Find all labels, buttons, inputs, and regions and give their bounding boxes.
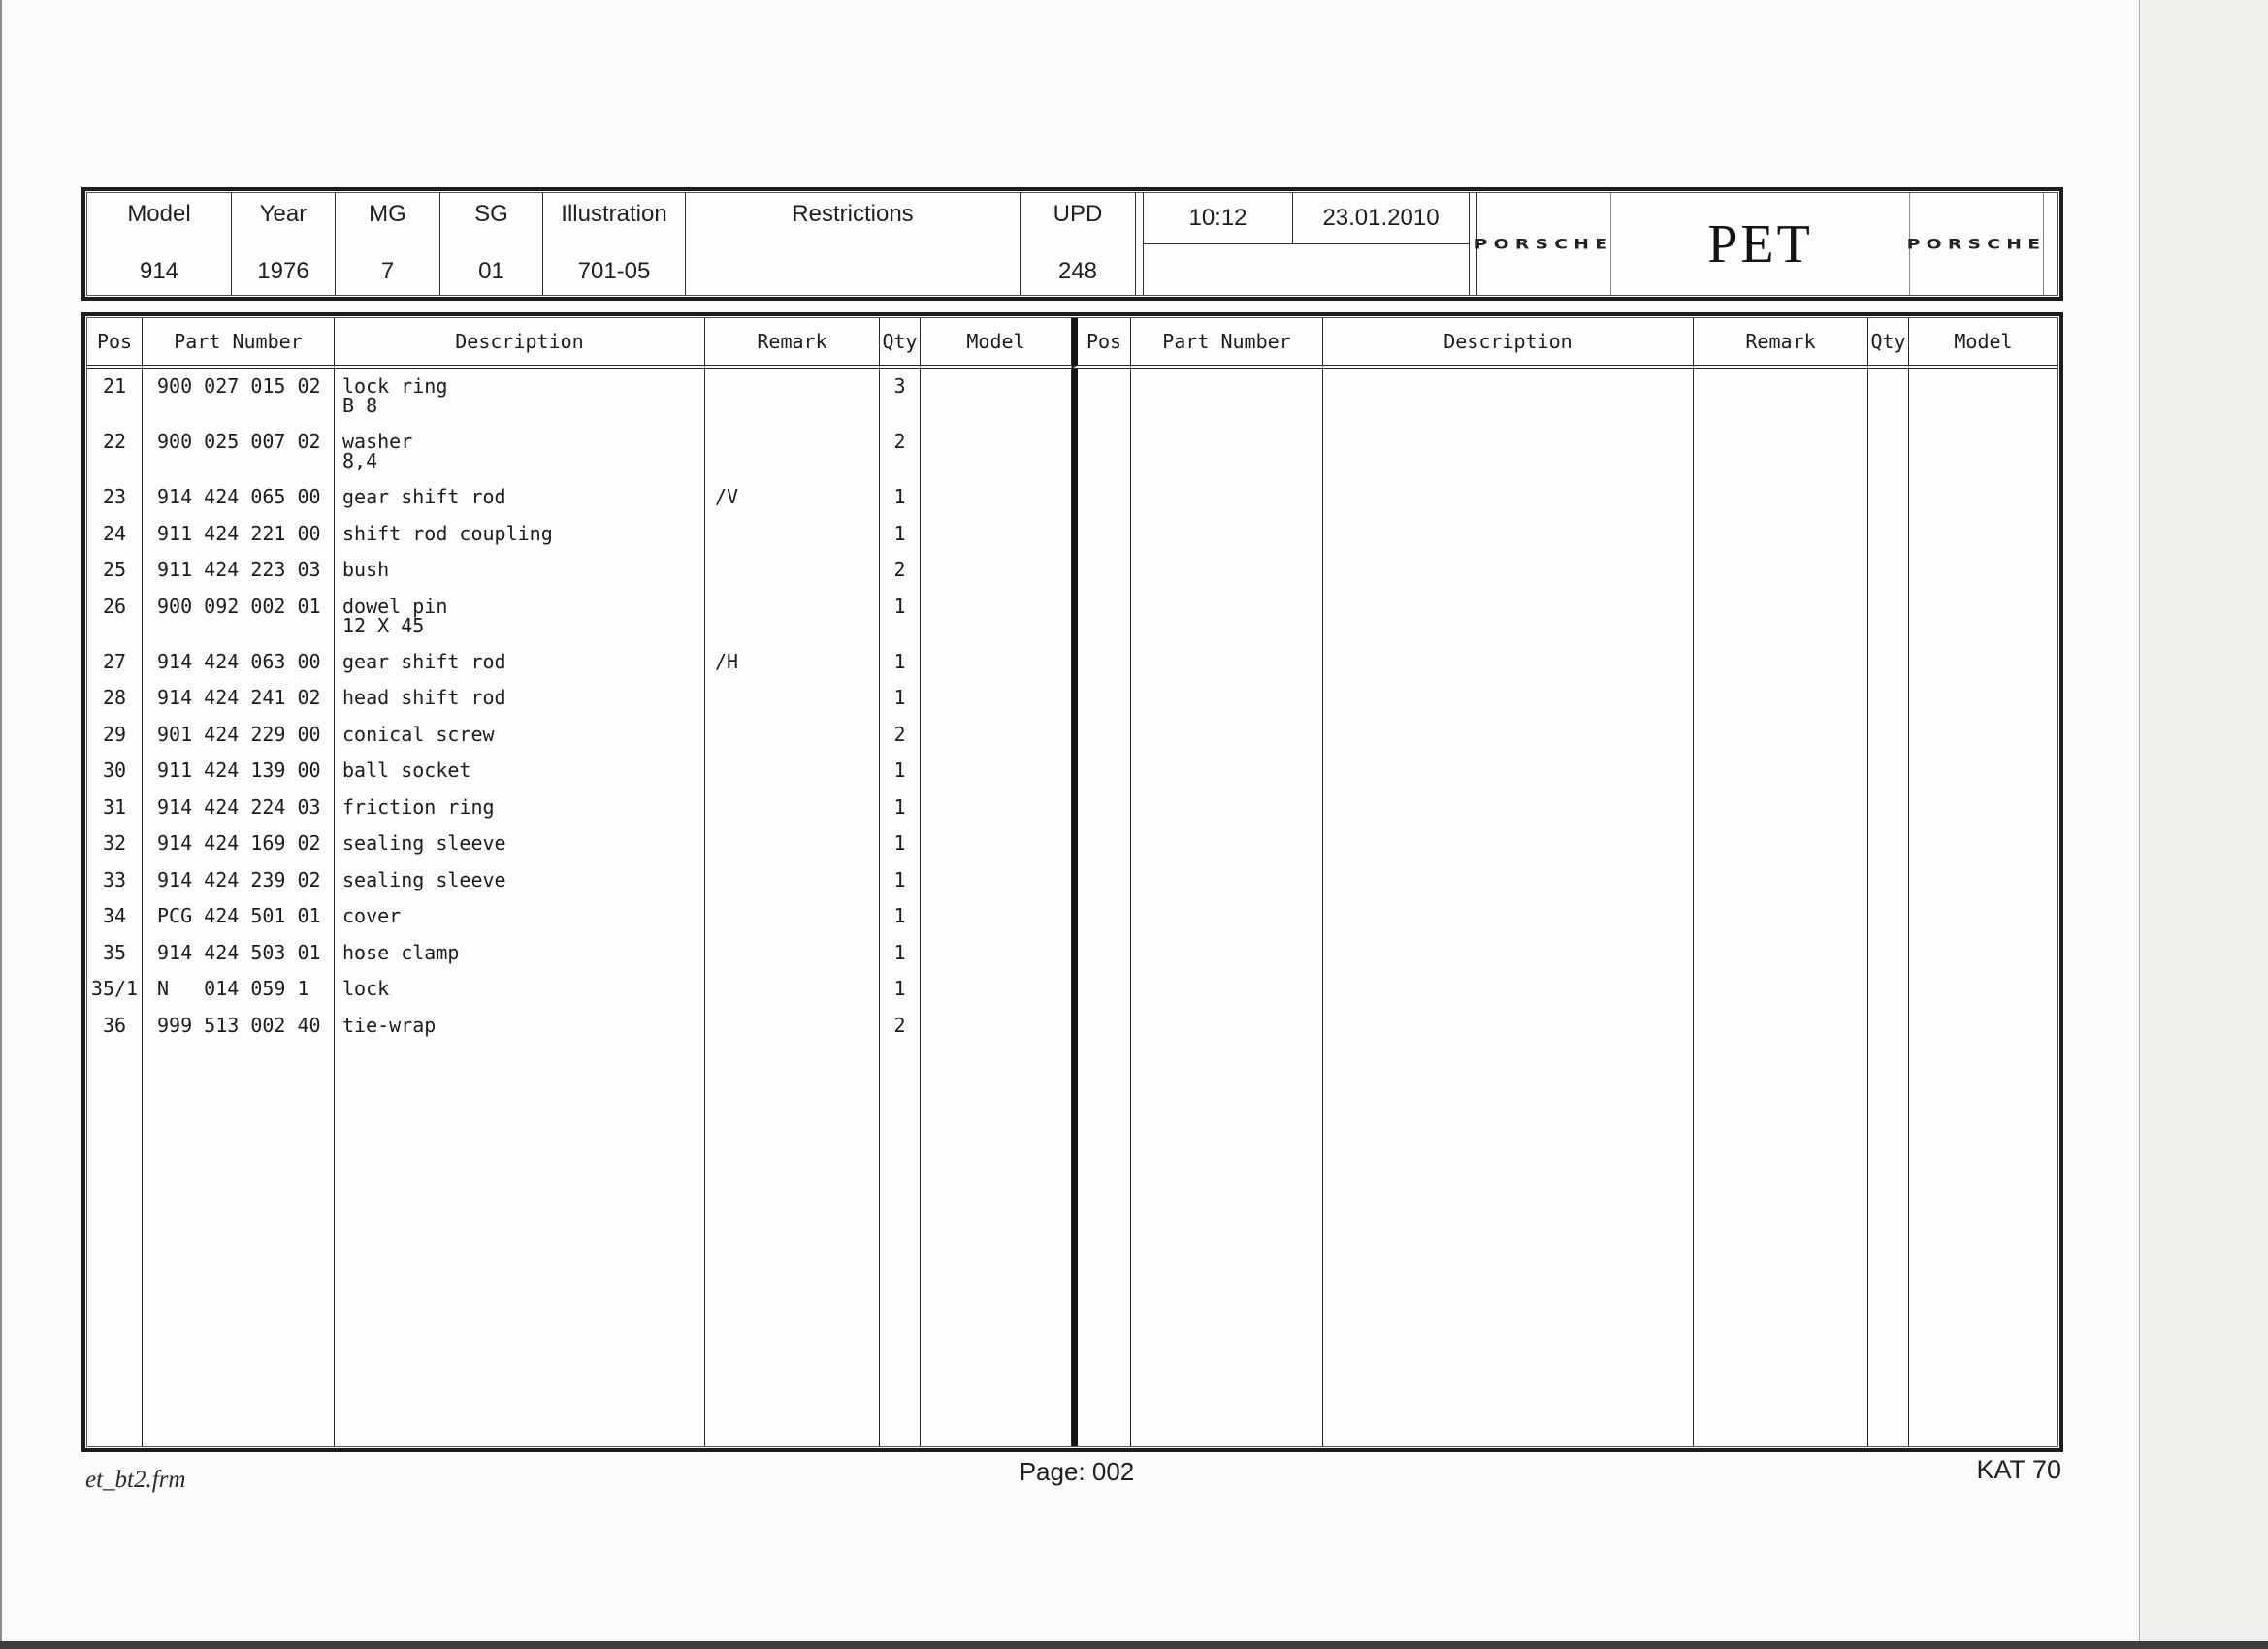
cell-model-right: [1909, 862, 2057, 899]
cell-remark-right: [1694, 589, 1868, 644]
description-line-1: hose clamp: [342, 940, 460, 964]
cell-part-number-right: [1131, 935, 1323, 972]
header-field-value: 01: [478, 258, 504, 284]
description-line-1: lock ring: [342, 374, 448, 398]
cell-remark-right: [1694, 516, 1868, 553]
cell-part-number: 900 025 007 02: [143, 424, 335, 479]
cell-description-right: [1323, 862, 1694, 899]
header-field-value: 248: [1057, 258, 1098, 284]
cell-qty-right: [1868, 479, 1909, 516]
cell-pos-right: [1072, 790, 1131, 826]
filler-cell: [1868, 1044, 1909, 1446]
cell-remark-right: [1694, 644, 1868, 681]
cell-qty: 1: [880, 589, 921, 644]
cell-description-right: [1323, 935, 1694, 972]
cell-remark-right: [1694, 680, 1868, 717]
cell-remark: [705, 898, 880, 935]
header-field-label: Restrictions: [792, 201, 914, 227]
cell-pos-right: [1072, 424, 1131, 479]
cell-model-right: [1909, 644, 2057, 681]
cell-description-right: [1323, 644, 1694, 681]
cell-qty: 2: [880, 717, 921, 754]
cell-part-number: PCG 424 501 01: [143, 898, 335, 935]
header-field-illustration: [543, 193, 686, 295]
header-field-value: 7: [380, 258, 395, 284]
cell-pos-right: [1072, 717, 1131, 754]
cell-description: [335, 516, 705, 553]
description-line-1: bush: [342, 558, 390, 581]
page-number: Page: 002: [1019, 1457, 1135, 1486]
column-header-model: Model: [921, 318, 1072, 369]
brand-banner: [1474, 193, 2057, 295]
cell-pos-right: [1072, 1008, 1131, 1045]
column-header-part-number: Part Number: [1131, 318, 1323, 369]
cell-model-right: [1909, 589, 2057, 644]
description-line-1: lock: [342, 977, 390, 1000]
cell-pos: 30: [87, 753, 143, 790]
cell-pos: 28: [87, 680, 143, 717]
cell-model: [921, 898, 1072, 935]
header-field-value: 701-05: [577, 258, 651, 284]
cell-pos: 35: [87, 935, 143, 972]
cell-pos: 26: [87, 589, 143, 644]
parts-grid: [87, 318, 2057, 1446]
timestamp-row: [1144, 193, 1469, 244]
cell-description: [335, 680, 705, 717]
print-date: 23.01.2010: [1322, 205, 1440, 231]
cell-remark-right: [1694, 898, 1868, 935]
cell-remark: [705, 935, 880, 972]
filler-cell: [1694, 1044, 1868, 1446]
cell-model: [921, 935, 1072, 972]
cell-pos-right: [1072, 753, 1131, 790]
description-line-1: gear shift rod: [342, 649, 506, 673]
cell-qty-right: [1868, 424, 1909, 479]
double-rule: [1136, 193, 1144, 295]
header-field-value: 1976: [257, 258, 309, 284]
cell-model: [921, 862, 1072, 899]
cell-pos: 32: [87, 825, 143, 862]
header-field-label: SG: [474, 201, 508, 227]
header-field-value: [686, 260, 1020, 283]
cell-qty: 1: [880, 753, 921, 790]
cell-model-right: [1909, 552, 2057, 589]
cell-pos-right: [1072, 971, 1131, 1008]
header-field-year: [232, 193, 336, 295]
cell-qty: 3: [880, 369, 921, 424]
cell-description: [335, 589, 705, 644]
column-header-qty: Qty: [1868, 318, 1909, 369]
description-line-1: dowel pin: [342, 594, 448, 618]
cell-qty: 1: [880, 825, 921, 862]
cell-description: [335, 1008, 705, 1045]
cell-qty: 1: [880, 971, 921, 1008]
filler-cell: [1909, 1044, 2057, 1446]
cell-description-right: [1323, 424, 1694, 479]
cell-description: [335, 552, 705, 589]
cell-model-right: [1909, 971, 2057, 1008]
page-title: PET: [1707, 213, 1813, 275]
cell-description: [335, 424, 705, 479]
header-field-label: Model: [127, 201, 191, 227]
cell-remark: [705, 717, 880, 754]
header-field-value: 914: [139, 258, 179, 284]
cell-qty: 1: [880, 790, 921, 826]
cell-remark-right: [1694, 479, 1868, 516]
cell-qty-right: [1868, 644, 1909, 681]
cell-remark-right: [1694, 1008, 1868, 1045]
cell-part-number: 914 424 224 03: [143, 790, 335, 826]
cell-description-right: [1323, 369, 1694, 424]
header-field-upd: [1021, 193, 1136, 295]
porsche-logo-text: PORSCHE: [1474, 236, 1614, 252]
cell-description: [335, 717, 705, 754]
cell-description-right: [1323, 1008, 1694, 1045]
cell-remark: [705, 680, 880, 717]
porsche-wordmark-right: [1906, 193, 2047, 295]
cell-description-right: [1323, 898, 1694, 935]
cell-qty: 1: [880, 898, 921, 935]
cell-remark: [705, 825, 880, 862]
cell-pos: 36: [87, 1008, 143, 1045]
cell-description-right: [1323, 479, 1694, 516]
catalog-code: KAT 70: [1976, 1455, 2061, 1484]
cell-description-right: [1323, 589, 1694, 644]
cell-description-right: [1323, 790, 1694, 826]
cell-pos: 31: [87, 790, 143, 826]
cell-model-right: [1909, 369, 2057, 424]
cell-model: [921, 971, 1072, 1008]
header-field-restrictions: [686, 193, 1021, 295]
cell-qty-right: [1868, 717, 1909, 754]
cell-model-right: [1909, 825, 2057, 862]
cell-remark-right: [1694, 424, 1868, 479]
cell-part-number-right: [1131, 790, 1323, 826]
cell-pos-right: [1072, 898, 1131, 935]
cell-remark: [705, 516, 880, 553]
cell-description-right: [1323, 717, 1694, 754]
cell-model: [921, 825, 1072, 862]
cell-pos: 22: [87, 424, 143, 479]
cell-description: [335, 935, 705, 972]
filler-cell: [335, 1044, 705, 1446]
cell-qty-right: [1868, 753, 1909, 790]
cell-qty: 2: [880, 552, 921, 589]
cell-model-right: [1909, 717, 2057, 754]
cell-qty: 1: [880, 862, 921, 899]
cell-pos-right: [1072, 825, 1131, 862]
cell-pos: 33: [87, 862, 143, 899]
cell-model-right: [1909, 790, 2057, 826]
cell-part-number: 911 424 223 03: [143, 552, 335, 589]
cell-model: [921, 753, 1072, 790]
cell-qty-right: [1868, 552, 1909, 589]
cell-part-number: 911 424 221 00: [143, 516, 335, 553]
cell-description-right: [1323, 680, 1694, 717]
cell-model: [921, 589, 1072, 644]
cell-pos-right: [1072, 369, 1131, 424]
cell-remark: [705, 790, 880, 826]
cell-model: [921, 1008, 1072, 1045]
cell-remark-right: [1694, 369, 1868, 424]
cell-qty-right: [1868, 516, 1909, 553]
filler-cell: [921, 1044, 1072, 1446]
cell-qty-right: [1868, 825, 1909, 862]
cell-remark: /V: [705, 479, 880, 516]
cell-description: [335, 971, 705, 1008]
filler-cell: [87, 1044, 143, 1446]
column-header-qty: Qty: [880, 318, 921, 369]
cell-remark-right: [1694, 790, 1868, 826]
description-line-1: sealing sleeve: [342, 831, 506, 855]
cell-remark-right: [1694, 552, 1868, 589]
cell-qty-right: [1868, 935, 1909, 972]
column-header-pos: Pos: [87, 318, 143, 369]
column-header-remark: Remark: [1694, 318, 1868, 369]
cell-remark: [705, 971, 880, 1008]
cell-qty: 1: [880, 680, 921, 717]
column-header-description: Description: [335, 318, 705, 369]
cell-qty-right: [1868, 589, 1909, 644]
porsche-wordmark-left: [1474, 193, 1614, 295]
cell-description: [335, 753, 705, 790]
form-filename: et_bt2.frm: [85, 1467, 186, 1493]
cell-part-number-right: [1131, 516, 1323, 553]
cell-pos-right: [1072, 589, 1131, 644]
cell-part-number: 914 424 241 02: [143, 680, 335, 717]
scan-margin-right: [2139, 0, 2268, 1649]
parts-table: [81, 312, 2063, 1452]
cell-model-right: [1909, 516, 2057, 553]
cell-model: [921, 717, 1072, 754]
cell-part-number: 914 424 063 00: [143, 644, 335, 681]
cell-remark: [705, 1008, 880, 1045]
cell-remark: [705, 424, 880, 479]
cell-remark-right: [1694, 717, 1868, 754]
cell-remark: [705, 753, 880, 790]
description-line-1: washer: [342, 430, 413, 453]
cell-model: [921, 369, 1072, 424]
cell-qty-right: [1868, 862, 1909, 899]
cell-pos-right: [1072, 516, 1131, 553]
cell-qty-right: [1868, 898, 1909, 935]
cell-remark-right: [1694, 935, 1868, 972]
cell-description: [335, 479, 705, 516]
cell-pos: 35/1: [87, 971, 143, 1008]
filler-cell: [1131, 1044, 1323, 1446]
description-line-1: friction ring: [342, 794, 495, 819]
header-row: [86, 192, 2058, 296]
cell-part-number: 911 424 139 00: [143, 753, 335, 790]
cell-description: [335, 790, 705, 826]
cell-model-right: [1909, 424, 2057, 479]
cell-part-number: 900 027 015 02: [143, 369, 335, 424]
filler-cell: [705, 1044, 880, 1446]
header-field-label: Illustration: [561, 201, 667, 227]
description-line-2: 8,4: [342, 449, 378, 472]
header-field-mg: [336, 193, 440, 295]
cell-model: [921, 424, 1072, 479]
cell-model: [921, 516, 1072, 553]
cell-part-number: 914 424 503 01: [143, 935, 335, 972]
print-time: 10:12: [1144, 193, 1293, 243]
cell-pos-right: [1072, 552, 1131, 589]
cell-pos: 21: [87, 369, 143, 424]
description-line-1: conical screw: [342, 722, 495, 746]
column-header-remark: Remark: [705, 318, 880, 369]
pet-title-cell: [1611, 193, 1910, 295]
cell-remark-right: [1694, 825, 1868, 862]
cell-pos-right: [1072, 935, 1131, 972]
cell-description-right: [1323, 971, 1694, 1008]
cell-part-number-right: [1131, 644, 1323, 681]
cell-description-right: [1323, 516, 1694, 553]
filler-cell: [143, 1044, 335, 1446]
cell-part-number-right: [1131, 753, 1323, 790]
filler-cell: [1323, 1044, 1694, 1446]
cell-remark-right: [1694, 753, 1868, 790]
column-header-description: Description: [1323, 318, 1694, 369]
header-field-label: UPD: [1053, 201, 1103, 227]
cell-part-number-right: [1131, 717, 1323, 754]
cell-remark: /H: [705, 644, 880, 681]
cell-model-right: [1909, 935, 2057, 972]
parts-table-frame: [86, 317, 2058, 1447]
cell-model: [921, 790, 1072, 826]
cell-part-number: 999 513 002 40: [143, 1008, 335, 1045]
cell-remark: [705, 552, 880, 589]
description-line-2: B 8: [342, 394, 378, 417]
cell-part-number-right: [1131, 1008, 1323, 1045]
cell-part-number-right: [1131, 680, 1323, 717]
description-line-1: ball socket: [342, 759, 471, 782]
cell-pos: 34: [87, 898, 143, 935]
cell-part-number: 914 424 065 00: [143, 479, 335, 516]
column-header-pos: Pos: [1072, 318, 1131, 369]
column-header-model: Model: [1909, 318, 2057, 369]
cell-pos: 25: [87, 552, 143, 589]
cell-part-number: 914 424 239 02: [143, 862, 335, 899]
cell-description: [335, 862, 705, 899]
cell-part-number-right: [1131, 825, 1323, 862]
header-field-sg: [440, 193, 543, 295]
cell-qty-right: [1868, 790, 1909, 826]
cell-model-right: [1909, 1008, 2057, 1045]
cell-pos: 29: [87, 717, 143, 754]
timestamp-block: [1144, 193, 1470, 295]
cell-pos-right: [1072, 862, 1131, 899]
cell-qty-right: [1868, 369, 1909, 424]
cell-description-right: [1323, 552, 1694, 589]
cell-part-number: 900 092 002 01: [143, 589, 335, 644]
cell-pos-right: [1072, 479, 1131, 516]
cell-part-number-right: [1131, 589, 1323, 644]
cell-qty: 1: [880, 935, 921, 972]
cell-part-number-right: [1131, 971, 1323, 1008]
cell-remark: [705, 369, 880, 424]
description-line-2: 12 X 45: [342, 613, 425, 637]
cell-description: [335, 898, 705, 935]
cell-description-right: [1323, 753, 1694, 790]
cell-remark-right: [1694, 971, 1868, 1008]
cell-part-number-right: [1131, 479, 1323, 516]
cell-description: [335, 825, 705, 862]
cell-qty: 2: [880, 1008, 921, 1045]
header-field-model: [87, 193, 232, 295]
cell-model: [921, 680, 1072, 717]
scan-edge-bottom: [0, 1641, 2268, 1649]
description-line-1: sealing sleeve: [342, 867, 506, 891]
cell-description: [335, 369, 705, 424]
cell-model: [921, 644, 1072, 681]
cell-pos-right: [1072, 680, 1131, 717]
cell-remark: [705, 862, 880, 899]
description-line-1: shift rod coupling: [342, 521, 553, 545]
filler-cell: [1072, 1044, 1131, 1446]
description-line-1: tie-wrap: [342, 1013, 437, 1037]
cell-part-number-right: [1131, 424, 1323, 479]
cell-qty: 1: [880, 516, 921, 553]
cell-remark-right: [1694, 862, 1868, 899]
cell-model-right: [1909, 479, 2057, 516]
cell-model: [921, 552, 1072, 589]
cell-model-right: [1909, 753, 2057, 790]
header-fields: [87, 193, 1136, 295]
cell-part-number-right: [1131, 369, 1323, 424]
cell-model: [921, 479, 1072, 516]
scan-edge-left: [0, 0, 2, 1649]
cell-part-number-right: [1131, 898, 1323, 935]
cell-part-number-right: [1131, 862, 1323, 899]
cell-qty-right: [1868, 680, 1909, 717]
header-field-label: MG: [369, 201, 406, 227]
cell-pos-right: [1072, 644, 1131, 681]
cell-pos: 27: [87, 644, 143, 681]
header-box: [81, 187, 2063, 301]
cell-description: [335, 644, 705, 681]
cell-part-number: 901 424 229 00: [143, 717, 335, 754]
cell-qty-right: [1868, 1008, 1909, 1045]
porsche-logo-text: PORSCHE: [1906, 236, 2047, 252]
cell-qty: 2: [880, 424, 921, 479]
cell-part-number: N 014 059 1: [143, 971, 335, 1008]
cell-part-number: 914 424 169 02: [143, 825, 335, 862]
timestamp-empty-cell: [1144, 244, 1469, 295]
cell-description-right: [1323, 825, 1694, 862]
description-line-1: gear shift rod: [342, 485, 506, 508]
filler-cell: [880, 1044, 921, 1446]
cell-pos: 23: [87, 479, 143, 516]
cell-qty-right: [1868, 971, 1909, 1008]
cell-pos: 24: [87, 516, 143, 553]
cell-model-right: [1909, 898, 2057, 935]
cell-part-number-right: [1131, 552, 1323, 589]
cell-qty: 1: [880, 479, 921, 516]
cell-qty: 1: [880, 644, 921, 681]
description-line-1: head shift rod: [342, 686, 506, 709]
cell-remark: [705, 589, 880, 644]
column-header-part-number: Part Number: [143, 318, 335, 369]
description-line-1: cover: [342, 904, 402, 927]
header-field-label: Year: [259, 201, 308, 227]
cell-model-right: [1909, 680, 2057, 717]
